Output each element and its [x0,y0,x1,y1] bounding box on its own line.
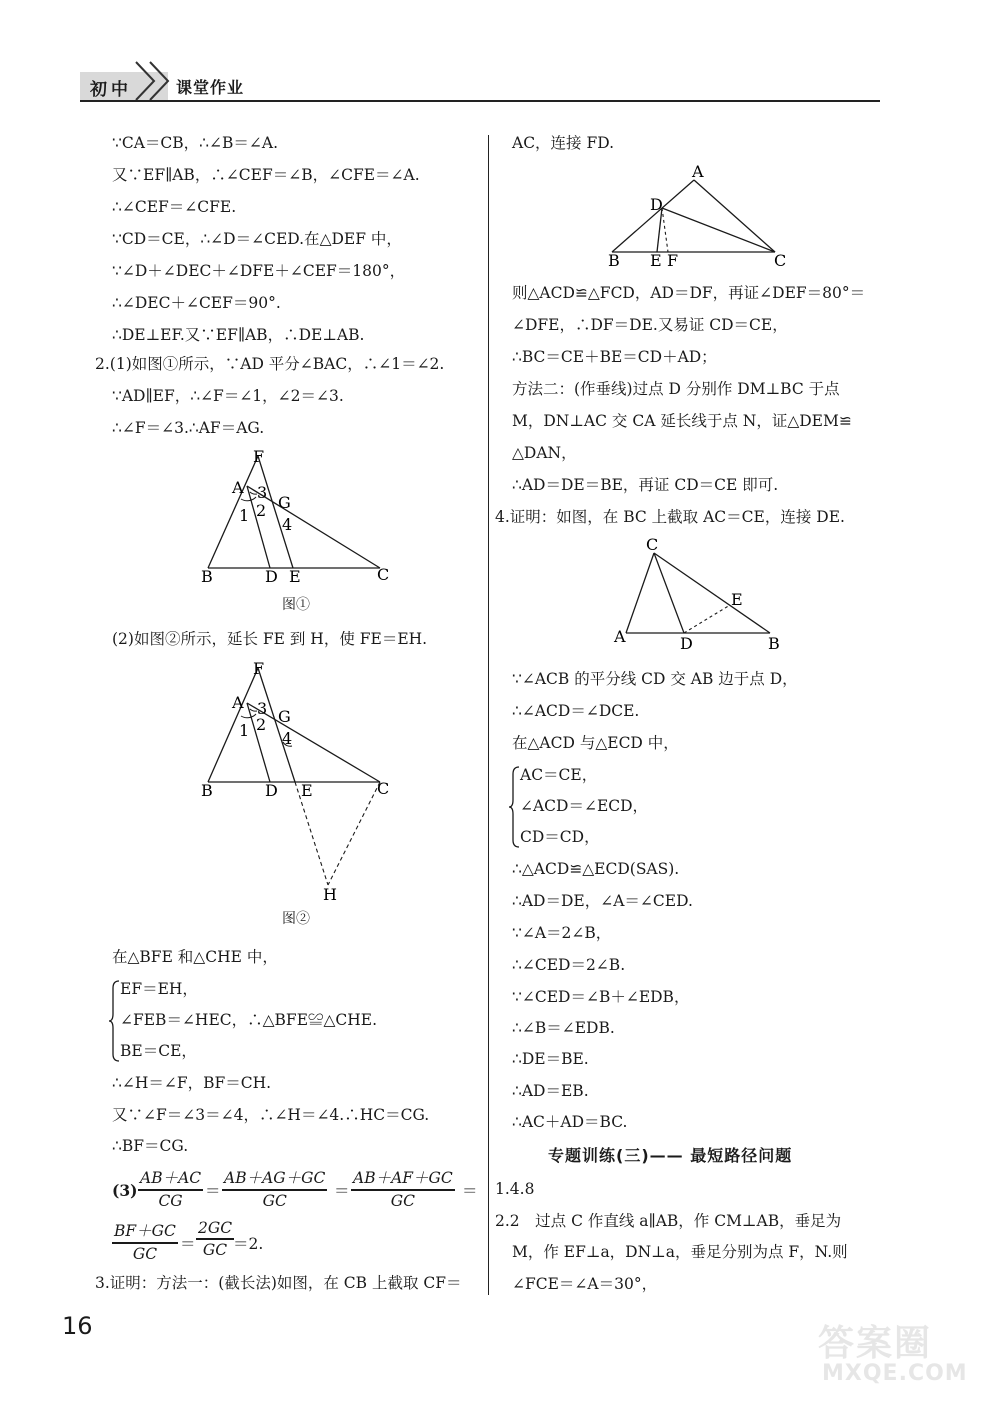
fig1-label-4: 4 [282,515,293,534]
right-line-21: ∴AC＋AD＝BC. [512,1113,628,1131]
fig2-label-E: E [301,781,313,800]
right-line-6: M，DN⊥AC 交 CA 延长线于点 N，证△DEM≌ [512,412,852,430]
fig2-label-4: 4 [282,729,293,748]
brace-1 [108,980,120,1062]
fraction-3-denominator: GC [390,1191,416,1210]
right-line-12: 在△ACD 与△ECD 中， [512,734,679,752]
fig4-label-D: D [680,634,693,653]
left-line-9: ∵AD∥EF，∴∠F＝∠1，∠2＝∠3. [112,387,344,405]
right-line-16: ∴∠CED＝2∠B. [512,956,626,974]
left-line-2: 又∵EF∥AB，∴∠CEF＝∠B，∠CFE＝∠A. [112,166,420,184]
fig2-label-G: G [278,707,291,726]
fig1-label-G: G [278,493,291,512]
left-line-18: 3.证明：方法一：(截长法)如图，在 CB 上截取 CF＝ [95,1274,462,1292]
left-line-12: 在△BFE 和△CHE 中， [112,948,278,966]
left-line-10: ∴∠F＝∠3.∴AF＝AG. [112,419,265,437]
fig3-label-F: F [667,251,679,270]
equals-2: ＝ [334,1182,350,1200]
system1-line-3: BE＝CE， [120,1042,197,1060]
fraction-2 [222,1166,327,1210]
left-line-14: 又∵∠F＝∠3＝∠4，∴∠H＝∠4.∴HC＝CG. [112,1106,430,1124]
right-line-25: ∠FCE＝∠A＝30°， [512,1275,658,1293]
fraction-1 [138,1166,203,1210]
fig4-label-C: C [646,535,659,554]
fraction-5-numerator: 2GC [198,1219,233,1237]
figure-1 [195,448,405,590]
watermark-en: MXQE.COM [822,1361,968,1386]
right-line-1: AC，连接 FD. [512,134,615,152]
fig3-label-E: E [650,251,662,270]
fig1-label-A: A [232,478,244,497]
watermark-logo [812,1315,982,1390]
left-line-1: ∵CA＝CB，∴∠B＝∠A. [112,134,279,152]
fig1-label-E: E [289,567,301,586]
fraction-4-denominator: GC [132,1244,158,1263]
left-line-7: ∴DE⊥EF.又∵EF∥AB，∴DE⊥AB. [112,326,365,344]
fig3-label-B: B [608,251,620,270]
right-line-10: ∵∠ACB 的平分线 CD 交 AB 边于点 D， [512,670,798,688]
chevron-double-icon [132,58,176,104]
left-line-3: ∴∠CEF＝∠CFE. [112,198,237,216]
fraction-3 [351,1166,455,1210]
right-line-9: 4.证明：如图，在 BC 上截取 AC＝CE，连接 DE. [495,508,845,526]
fig2-label-A: A [232,693,244,712]
left-line-8: 2.(1)如图①所示，∵AD 平分∠BAC，∴∠1＝∠2. [95,355,445,373]
fraction-5 [196,1219,234,1259]
fig4-label-A: A [614,627,626,646]
system2-line-2: ∠ACD＝∠ECD， [520,797,649,815]
left-line-15: ∴BF＝CG. [112,1137,189,1155]
figure-2 [195,660,405,904]
right-line-24: M，作 EF⊥a，DN⊥a，垂足分别为点 F，N.则 [512,1243,848,1261]
column-divider [488,135,489,1295]
fig2-label-B: B [201,781,213,800]
right-line-5: 方法二：(作垂线)过点 D 分别作 DM⊥BC 于点 [512,380,840,398]
fig2-label-C: C [377,779,390,798]
system1-line-1: EF＝EH， [120,980,198,998]
equals-4: ＝ [180,1235,196,1253]
right-line-2: 则△ACD≌△FCD，AD＝DF，再证∠DEF＝80°＝ [512,284,866,302]
system2-line-3: CD＝CD， [520,828,600,846]
right-line-22: 1.4.8 [495,1180,535,1198]
fraction-1-numerator: AB＋AC [140,1169,202,1187]
fig3-label-D: D [650,195,663,214]
right-line-4: ∴BC＝CE＋BE＝CD＋AD； [512,348,717,366]
fig4-label-E: E [731,590,743,609]
fig1-label-1: 1 [239,506,250,525]
fraction-2-denominator: GC [262,1191,287,1210]
right-line-15: ∵∠A＝2∠B， [512,924,612,942]
brace-2 [508,766,520,848]
fraction-5-denominator: GC [202,1240,228,1259]
header-rule [80,100,880,102]
fig3-label-A: A [692,162,704,181]
right-line-13: ∴△ACD≌△ECD(SAS). [512,860,680,878]
fraction-4-numerator: BF＋GC [114,1222,176,1240]
right-line-14: ∴AD＝DE，∠A＝∠CED. [512,892,693,910]
figure-3 [600,162,800,274]
fig2-label-D: D [265,781,278,800]
fig4-label-B: B [768,634,780,653]
fig1-label-C: C [377,565,390,584]
page-number: 16 [62,1312,93,1340]
fraction-4 [112,1219,178,1263]
system1-line-2: ∠FEB＝∠HEC，∴△BFE≌△CHE. [120,1011,378,1029]
fig1-label-D: D [265,567,278,586]
figure-1-caption: 图① [282,597,310,613]
figure-2-caption: 图② [282,911,310,927]
left-line-11: (2)如图②所示，延长 FE 到 H，使 FE＝EH. [112,630,428,648]
fraction-3-numerator: AB＋AF＋GC [353,1169,453,1187]
fraction-1-denominator: CG [158,1191,183,1210]
fig2-label-3: 3 [257,699,268,718]
fig1-label-F: F [253,448,265,466]
right-line-19: ∴DE＝BE. [512,1050,589,1068]
right-line-20: ∴AD＝EB. [512,1082,589,1100]
right-line-18: ∴∠B＝∠EDB. [512,1019,615,1037]
right-line-17: ∵∠CED＝∠B＋∠EDB， [512,988,690,1006]
equals-1: ＝ [205,1182,221,1200]
right-line-7: △DAN， [512,444,577,462]
fig2-label-2: 2 [256,715,267,734]
right-line-3: ∠DFE，∴DF＝DE.又易证 CD＝CE， [512,316,788,334]
left-line-4: ∵CD＝CE，∴∠D＝∠CED.在△DEF 中， [112,230,402,248]
result-2: ＝2. [233,1235,264,1253]
equals-3: ＝ [462,1182,478,1200]
right-line-11: ∴∠ACD＝∠DCE. [512,702,640,720]
left-line-13: ∴∠H＝∠F，BF＝CH. [112,1074,272,1092]
system2-line-1: AC＝CE， [520,766,598,784]
fig2-label-F: F [253,660,265,678]
part3-label: (3) [112,1181,138,1200]
left-line-6: ∴∠DEC＋∠CEF＝90°. [112,294,281,312]
right-line-23: 2.2 过点 C 作直线 a∥AB，作 CM⊥AB，垂足为 [495,1212,842,1230]
section-title: 专题训练(三)—— 最短路径问题 [548,1146,793,1165]
watermark-cn: 答案圈 [818,1323,933,1364]
fig1-label-3: 3 [257,483,268,502]
right-line-8: ∴AD＝DE＝BE，再证 CD＝CE 即可. [512,476,779,494]
fig3-label-C: C [774,251,787,270]
header-grade: 初中 [90,80,132,100]
fig2-label-1: 1 [239,721,250,740]
header-title: 课堂作业 [176,78,245,97]
fig1-label-2: 2 [256,501,267,520]
left-line-5: ∵∠D＋∠DEC＋∠DFE＋∠CEF＝180°， [112,262,406,280]
fig2-label-H: H [323,885,337,904]
fig1-label-B: B [201,567,213,586]
fraction-2-numerator: AB＋AG＋GC [224,1169,326,1187]
figure-4 [610,535,790,653]
